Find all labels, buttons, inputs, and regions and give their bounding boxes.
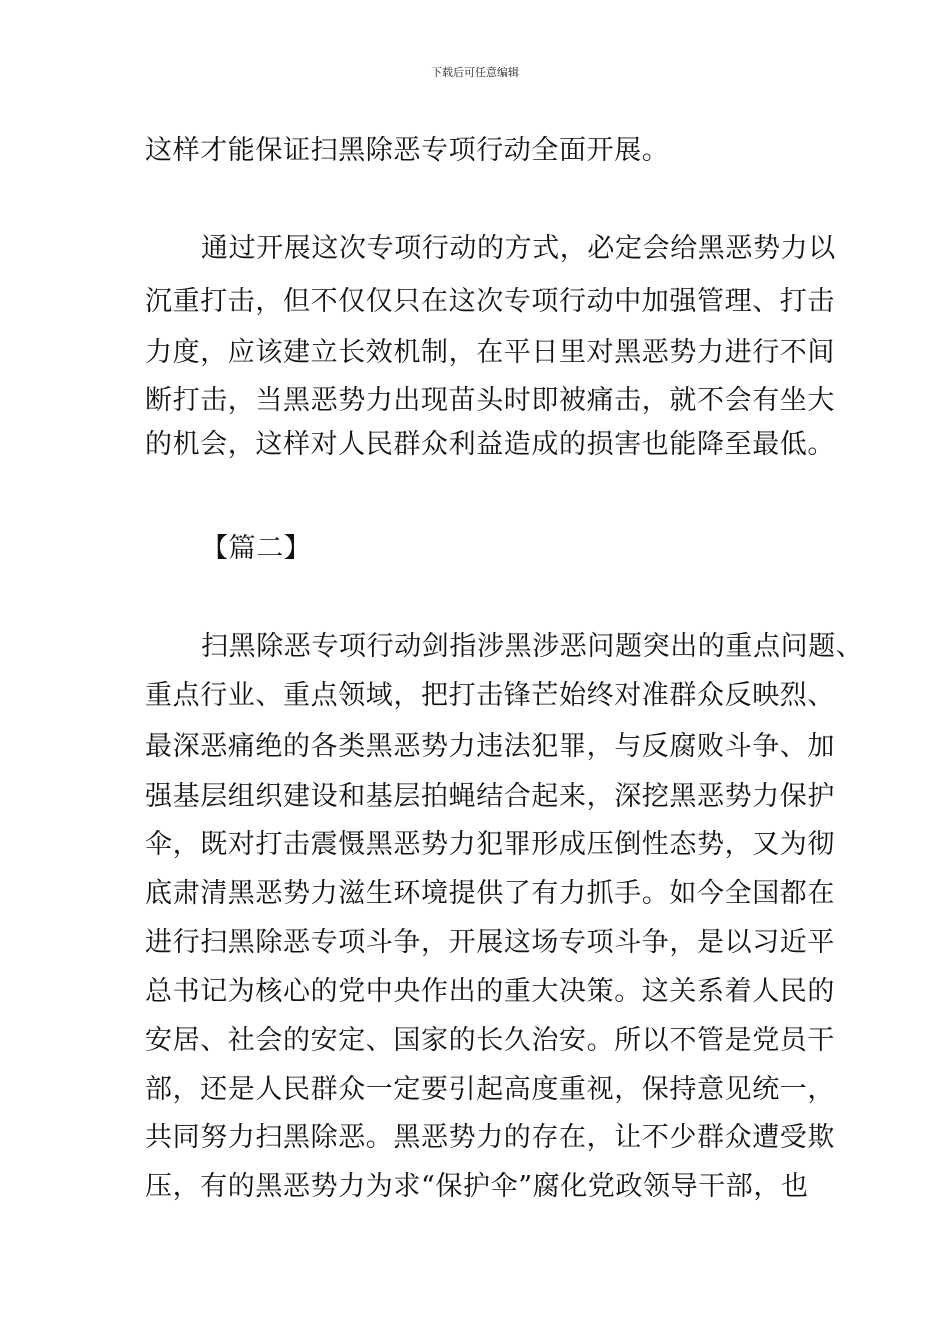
paragraph-4-line-10: 部，还是人民群众一定要引起高度重视，保持意见统一， [145,1074,835,1105]
paragraph-4-line-2: 重点行业、重点领域，把打击锋芒始终对准群众反映烈、 [145,680,835,711]
paragraph-2-line-3: 力度，应该建立长效机制，在平日里对黑恶势力进行不间 [145,337,835,368]
paragraph-4-line-11: 共同努力扫黑除恶。黑恶势力的存在，让不少群众遭受欺 [145,1122,835,1153]
paragraph-4-line-7: 进行扫黑除恶专项斗争，开展这场专项斗争，是以习近平 [145,927,835,958]
paragraph-1-line-1: 这样才能保证扫黑除恶专项行动全面开展。 [145,135,670,166]
paragraph-2-line-1: 通过开展这次专项行动的方式，必定会给黑恶势力以 [201,233,836,264]
page-header: 下载后可任意编辑 [431,66,519,79]
paragraph-4-line-5: 伞，既对打击震慑黑恶势力犯罪形成压倒性态势，又为彻 [145,829,835,860]
paragraph-4-line-4: 强基层组织建设和基层拍蝇结合起来，深挖黑恶势力保护 [145,781,835,812]
paragraph-4-line-3: 最深恶痛绝的各类黑恶势力违法犯罪，与反腐败斗争、加 [145,731,835,762]
paragraph-2-line-5: 的机会，这样对人民群众利益造成的损害也能降至最低。 [145,429,835,460]
paragraph-4-line-8: 总书记为核心的党中央作出的重大决策。这关系着人民的 [145,976,835,1007]
paragraph-4-line-6: 底肃清黑恶势力滋生环境提供了有力抓手。如今全国都在 [145,878,835,909]
paragraph-2-line-4: 断打击，当黑恶势力出现苗头时即被痛击，就不会有坐大 [145,385,835,416]
section-heading: 【篇二】 [201,533,312,564]
paragraph-2-line-2: 沉重打击，但不仅仅只在这次专项行动中加强管理、打击 [145,286,835,317]
paragraph-4-line-9: 安居、社会的安定、国家的长久治安。所以不管是党员干 [145,1025,835,1056]
paragraph-4-line-1: 扫黑除恶专项行动剑指涉黑涉恶问题突出的重点问题、 [201,631,864,662]
paragraph-4-line-12: 压，有的黑恶势力为求“保护伞”腐化党政领导干部，也 [145,1171,809,1202]
